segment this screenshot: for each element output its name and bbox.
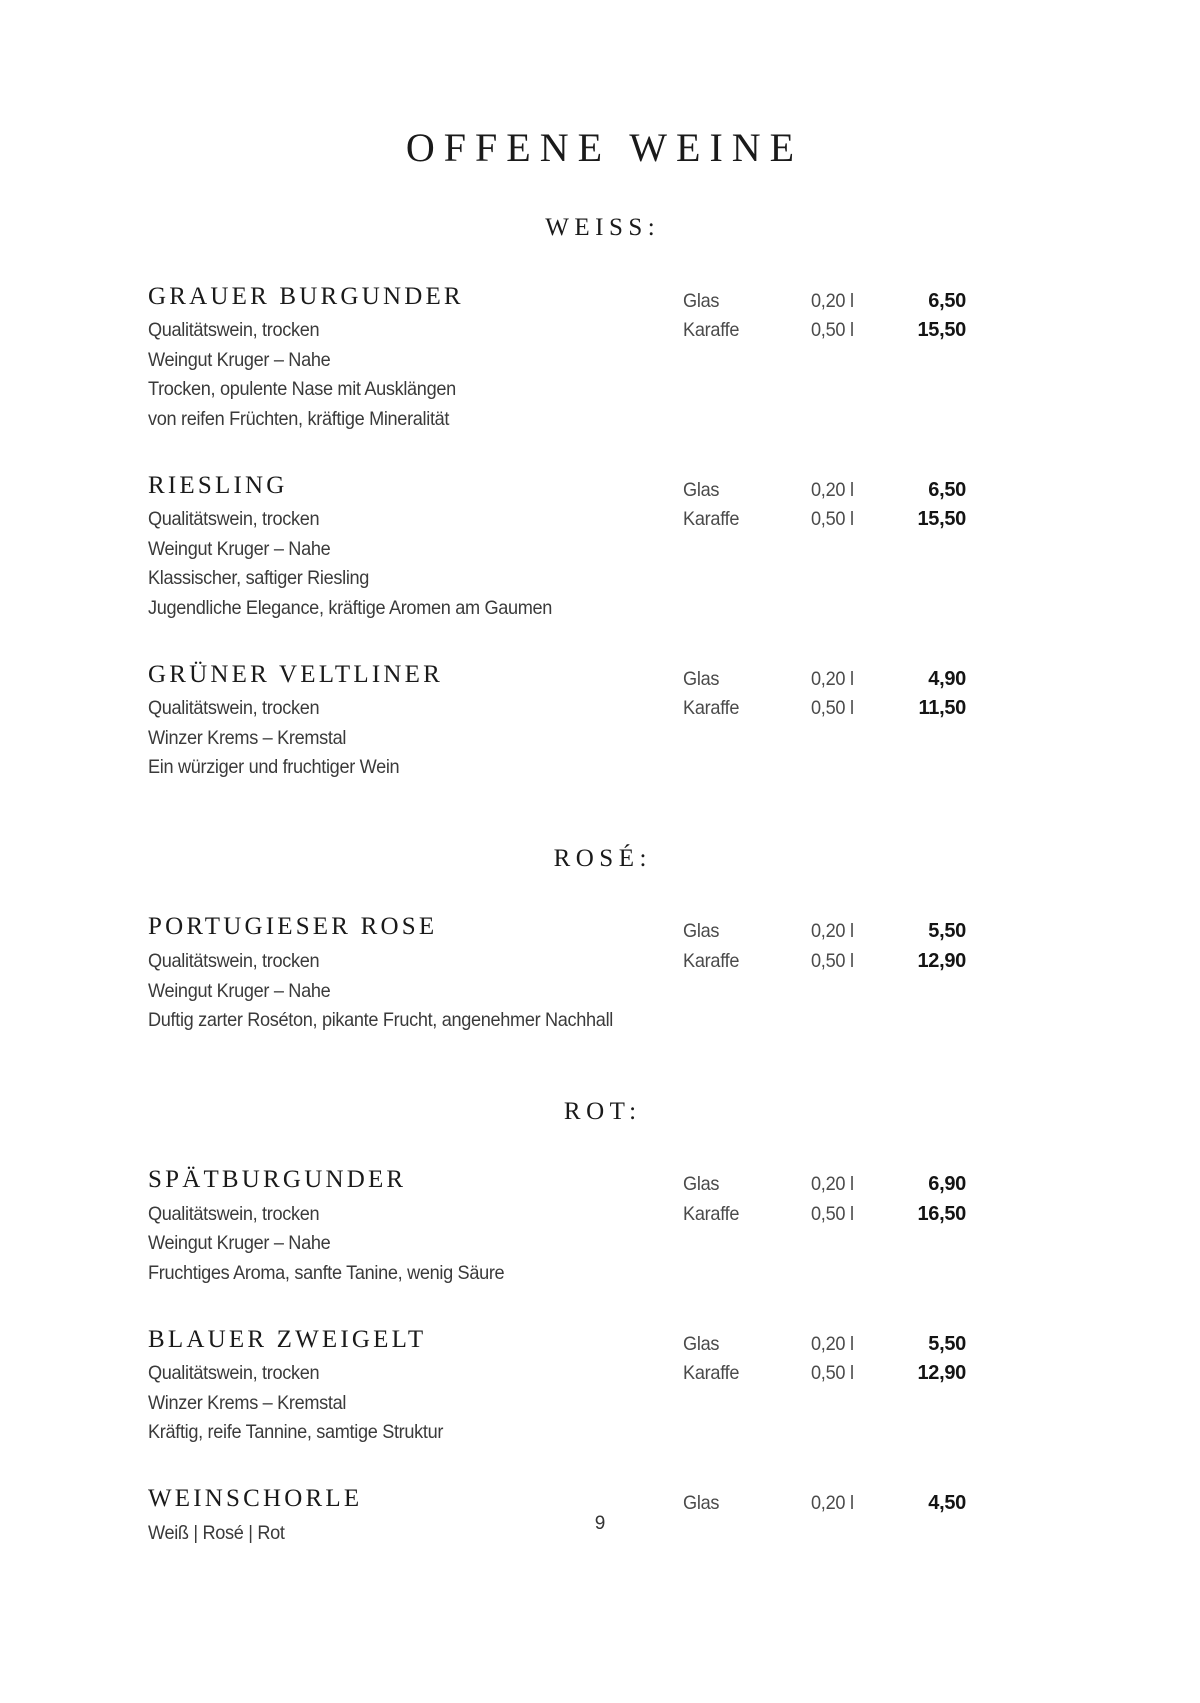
- page-title: OFFENE WEINE: [405, 125, 804, 170]
- price-volume: 0,50 l: [811, 949, 854, 972]
- wine-description-line: Winzer Krems – Kremstal: [148, 1391, 347, 1414]
- price-volume: 0,20 l: [811, 667, 854, 690]
- price-volume: 0,20 l: [811, 289, 854, 312]
- price-volume: 0,20 l: [811, 1492, 854, 1514]
- wine-name: SPÄTBURGUNDER: [148, 1166, 407, 1194]
- wine-description-line: Qualitätswein, trocken: [148, 319, 320, 341]
- price-amount: 15,50: [917, 508, 966, 531]
- price-volume: 0,20 l: [811, 478, 854, 501]
- wine-description-line: Trocken, opulente Nase mit Ausklängen: [148, 378, 456, 401]
- wine-description-line: Fruchtiges Aroma, sanfte Tanine, wenig Säure: [148, 1262, 505, 1284]
- price-block: [683, 664, 968, 723]
- price-block: [683, 286, 968, 345]
- price-amount: 6,50: [928, 289, 966, 312]
- price-row: [683, 315, 968, 345]
- price-block: [683, 1329, 968, 1388]
- price-row: [683, 1169, 968, 1199]
- wine-list-weiss: [0, 282, 1200, 783]
- wine-description-line: Weingut Kruger – Nahe: [148, 1232, 331, 1255]
- price-row: [683, 1199, 968, 1229]
- wine-name: PORTUGIESER ROSE: [148, 913, 438, 941]
- price-serving: Glas: [683, 667, 720, 690]
- price-serving: Karaffe: [683, 1362, 740, 1385]
- price-serving: Karaffe: [683, 1202, 740, 1225]
- wine-description-line: Kräftig, reife Tannine, samtige Struktur: [148, 1421, 444, 1444]
- wine-entry: [0, 282, 1200, 435]
- price-volume: 0,50 l: [811, 697, 854, 720]
- price-row: [683, 664, 968, 694]
- wine-description-line: Qualitätswein, trocken: [148, 949, 320, 972]
- wine-name: RIESLING: [148, 471, 288, 499]
- wine-description-line: Weingut Kruger – Nahe: [148, 348, 331, 371]
- wine-entry: [0, 1325, 1200, 1448]
- price-volume: 0,20 l: [811, 920, 854, 943]
- price-serving: Glas: [683, 1332, 720, 1355]
- price-row: [683, 286, 968, 316]
- wine-name: GRAUER BURGUNDER: [148, 282, 464, 310]
- price-serving: Karaffe: [683, 319, 740, 342]
- price-serving: Glas: [683, 289, 720, 312]
- price-row: [683, 693, 968, 723]
- price-amount: 6,50: [928, 478, 966, 501]
- wine-description-line: Ein würziger und fruchtiger Wein: [148, 756, 400, 779]
- wine-list-rot: [0, 1165, 1200, 1548]
- price-amount: 12,90: [917, 949, 966, 972]
- price-serving: Glas: [683, 478, 720, 501]
- wine-description-line: Qualitätswein, trocken: [148, 1362, 320, 1385]
- price-volume: 0,20 l: [811, 1173, 854, 1196]
- wine-description-line: Duftig zarter Roséton, pikante Frucht, angenehmer Nachhall: [148, 1009, 613, 1032]
- wine-entry: [0, 660, 1200, 783]
- wine-entry: [0, 912, 1200, 1035]
- wine-description-line: Winzer Krems – Kremstal: [148, 726, 347, 749]
- wine-entry: [0, 1165, 1200, 1288]
- price-row: [683, 916, 968, 946]
- price-amount: 11,50: [918, 697, 966, 720]
- section-header-rot: ROT:: [563, 1097, 642, 1125]
- price-serving: Karaffe: [683, 697, 740, 720]
- price-volume: 0,50 l: [811, 319, 854, 342]
- price-serving: Karaffe: [683, 508, 740, 531]
- price-volume: 0,50 l: [811, 1202, 854, 1225]
- wine-description-line: Jugendliche Elegance, kräftige Aromen am Gaumen: [148, 596, 553, 619]
- price-block: [683, 475, 968, 534]
- wine-description-line: Weiß | Rosé | Rot: [148, 1521, 285, 1544]
- price-row: [683, 946, 968, 976]
- price-row: [683, 475, 968, 505]
- price-amount: 5,50: [928, 920, 966, 943]
- wine-description-line: Klassischer, saftiger Riesling: [148, 567, 370, 590]
- wine-description-line: Weingut Kruger – Nahe: [148, 979, 331, 1002]
- price-amount: 15,50: [917, 319, 966, 342]
- wine-list-rose: [0, 912, 1200, 1035]
- section-header-weiss: WEISS:: [545, 214, 661, 241]
- page-number: 9: [594, 1513, 606, 1534]
- price-serving: Glas: [683, 1492, 720, 1514]
- price-volume: 0,50 l: [811, 1362, 854, 1385]
- wine-name: WEINSCHORLE: [148, 1485, 363, 1512]
- price-serving: Glas: [683, 1173, 720, 1196]
- price-amount: 5,50: [928, 1332, 966, 1355]
- wine-description-line: Qualitätswein, trocken: [148, 697, 320, 719]
- wine-description-line: Weingut Kruger – Nahe: [148, 537, 331, 560]
- price-row: [683, 1329, 968, 1359]
- wine-description-line: Qualitätswein, trocken: [148, 1202, 320, 1225]
- price-amount: 16,50: [917, 1202, 966, 1225]
- price-block: [683, 1169, 968, 1228]
- price-row: [683, 1358, 968, 1388]
- wine-description-line: Qualitätswein, trocken: [148, 508, 320, 530]
- wine-entry: [0, 471, 1200, 624]
- section-header-rose: ROSÉ:: [553, 844, 652, 872]
- price-volume: 0,50 l: [811, 508, 854, 531]
- wine-name: BLAUER ZWEIGELT: [148, 1325, 427, 1353]
- price-amount: 4,50: [928, 1492, 966, 1514]
- price-amount: 12,90: [917, 1362, 966, 1385]
- price-amount: 6,90: [928, 1173, 966, 1196]
- price-serving: Glas: [683, 920, 720, 943]
- price-amount: 4,90: [928, 667, 966, 690]
- price-block: [683, 916, 968, 975]
- wine-name: GRÜNER VELTLINER: [148, 660, 443, 688]
- wine-description-line: von reifen Früchten, kräftige Mineralität: [148, 407, 450, 430]
- price-serving: Karaffe: [683, 949, 740, 972]
- price-row: [683, 504, 968, 534]
- price-volume: 0,20 l: [811, 1332, 854, 1355]
